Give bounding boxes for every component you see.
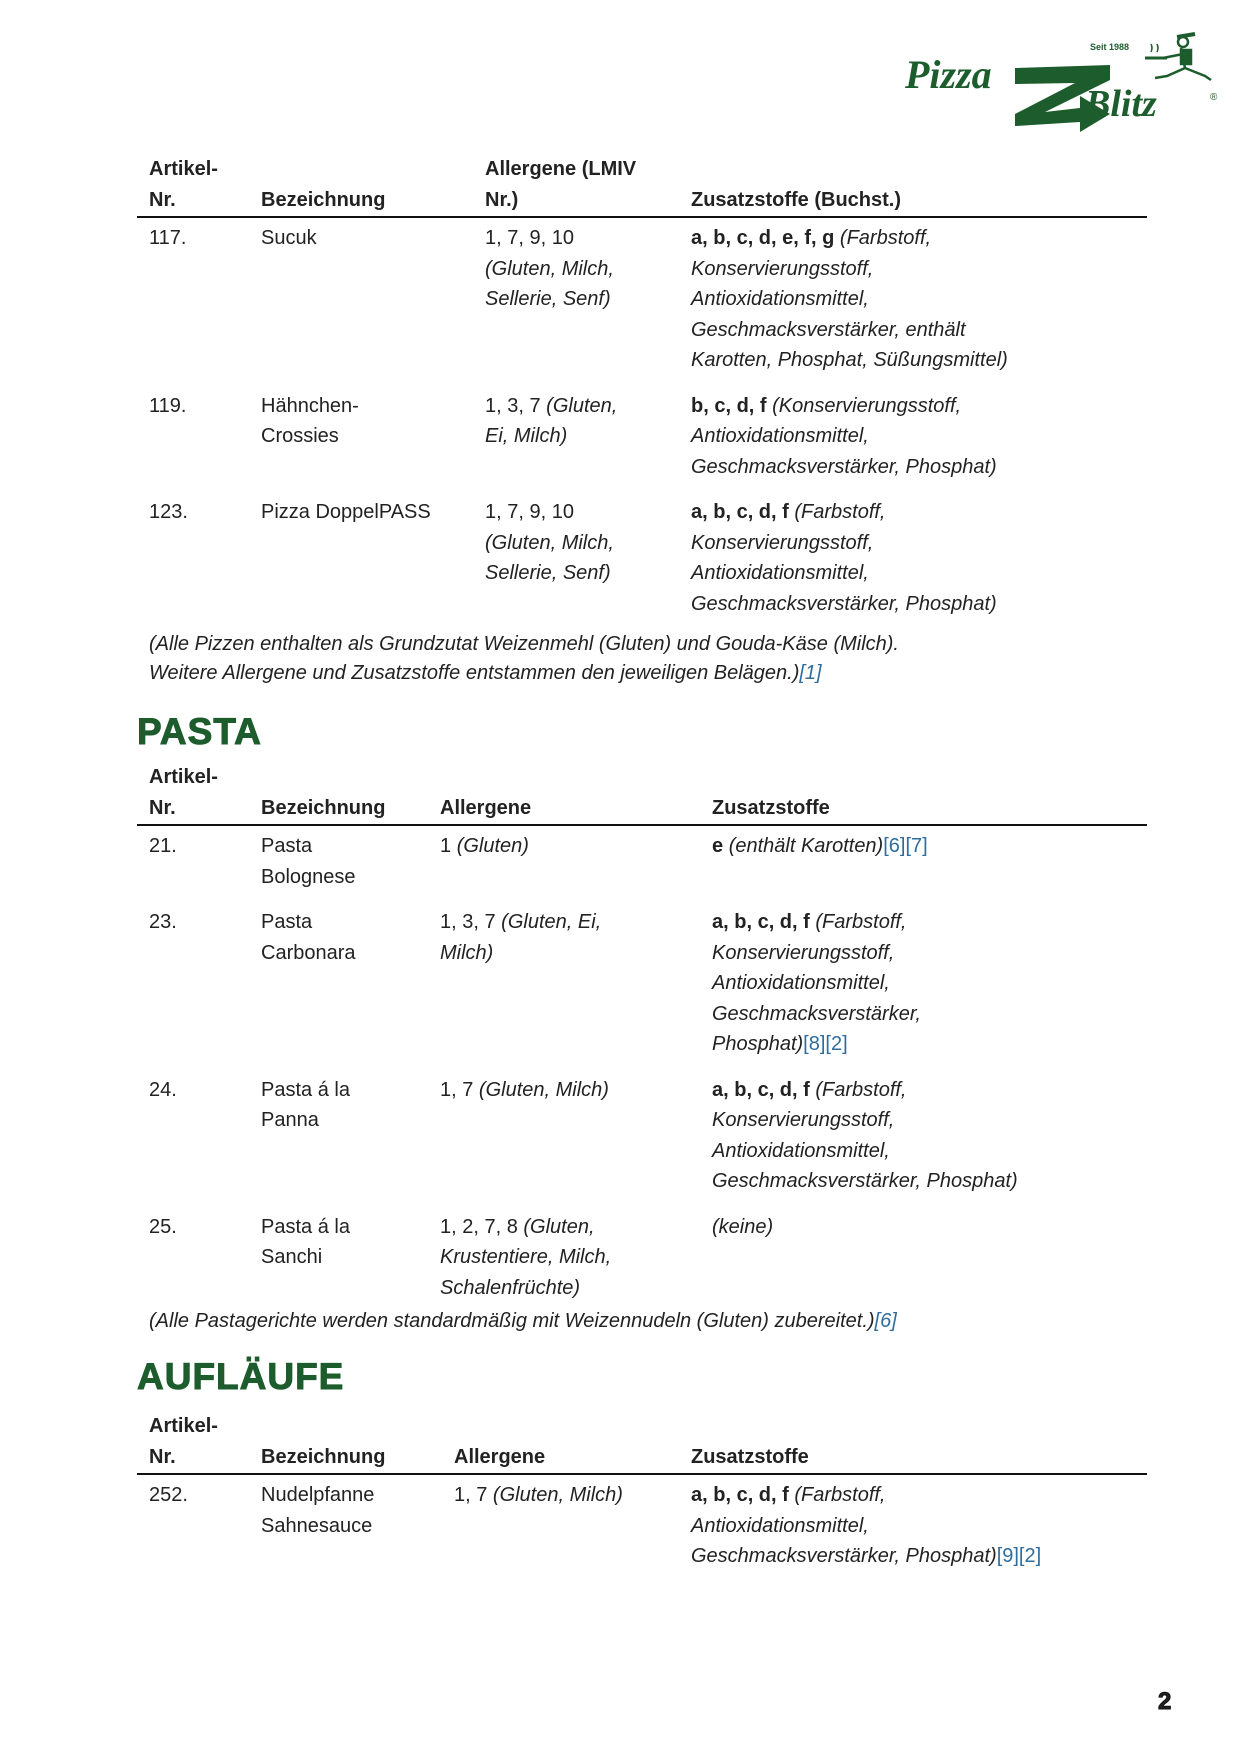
logo-text-blitz: Blitz — [1085, 83, 1157, 125]
text-segment: 1, 7, 9, 10 — [485, 501, 574, 523]
header-line: Bezeichnung — [261, 1445, 386, 1468]
text-segment: (Gluten, — [523, 1215, 595, 1238]
cell-line — [485, 558, 691, 589]
name-line: Pizza DoppelPASS — [261, 501, 431, 523]
text-segment: (enthält Karotten) — [728, 835, 884, 857]
column-header — [149, 154, 261, 215]
cell-line — [691, 284, 1147, 315]
logo-text-pizza: Pizza — [905, 52, 992, 97]
text-segment: Geschmacksverstärker, Phosphat) — [712, 1170, 1018, 1192]
reference-link[interactable]: [6][7] — [883, 835, 928, 857]
text-segment: Konservierungsstoff, — [712, 941, 895, 964]
text-segment: Antioxidationsmittel, — [691, 288, 869, 310]
pizza-blitz-logo — [905, 28, 1225, 148]
cell-line — [691, 497, 1147, 528]
cell-line — [440, 907, 712, 938]
auflaeufe-allergen-table — [137, 1411, 1147, 1582]
article-number: 119. — [149, 394, 187, 417]
item-name — [261, 1480, 454, 1572]
pizza-note — [149, 630, 899, 688]
name-line: Carbonara — [261, 941, 356, 964]
reference-link[interactable]: [8][2] — [803, 1033, 848, 1055]
table-row — [137, 492, 1147, 629]
item-name — [261, 497, 485, 619]
item-name — [261, 391, 485, 483]
column-header — [261, 185, 485, 216]
additives-cell — [691, 223, 1147, 376]
cell-line — [691, 528, 1147, 559]
text-segment: Konservierungsstoff, — [691, 257, 874, 280]
article-number: 117. — [149, 227, 187, 249]
text-segment: (Gluten, — [546, 394, 618, 417]
cell-line — [485, 528, 691, 559]
spacer — [137, 831, 149, 892]
text-segment: Geschmacksverstärker, enthält — [691, 318, 966, 341]
header-line: Artikel- — [149, 1415, 218, 1437]
text-segment: Antioxidationsmittel, — [691, 1514, 869, 1537]
pizza-allergen-table — [137, 154, 1147, 629]
name-line: Sahnesauce — [261, 1514, 373, 1537]
text-segment: (Gluten, Milch) — [478, 1078, 609, 1101]
cell-line — [691, 452, 1147, 483]
spacer — [137, 1480, 149, 1572]
name-line: Pasta — [261, 911, 313, 933]
text-segment: Konservierungsstoff, — [712, 1109, 895, 1131]
cell-line — [691, 345, 1147, 376]
header-line: Allergene — [440, 796, 532, 819]
allergens-cell — [454, 1480, 691, 1572]
allergens-cell — [440, 1212, 712, 1304]
text-segment: Karotten, Phosphat, Süßungsmittel) — [691, 349, 1008, 371]
name-line: Sucuk — [261, 227, 317, 249]
reference-link[interactable]: [6] — [874, 1310, 897, 1332]
text-segment: Geschmacksverstärker, — [712, 1002, 921, 1025]
cell-line — [691, 223, 1147, 254]
table-row — [137, 902, 1147, 1070]
cell-line — [691, 254, 1147, 285]
spacer — [137, 1075, 149, 1197]
spacer — [137, 497, 149, 619]
text-segment: 1 — [440, 835, 457, 857]
cell-line — [440, 1075, 712, 1106]
text-segment: Antioxidationsmittel, — [712, 972, 890, 994]
item-name — [261, 1212, 440, 1304]
cell-line — [149, 1307, 897, 1336]
header-line: Nr. — [149, 188, 176, 211]
spacer — [137, 223, 149, 376]
text-segment: (Gluten, Milch, — [485, 531, 614, 554]
header-line: Nr. — [149, 1445, 176, 1468]
text-segment: (Farbstoff, — [794, 501, 886, 523]
article-number: 23. — [149, 911, 177, 933]
cell-line — [149, 659, 899, 688]
column-header — [485, 154, 691, 215]
table-row — [137, 218, 1147, 386]
text-segment: (Farbstoff, — [815, 911, 907, 933]
text-segment: b, c, d, f — [691, 394, 773, 417]
column-header — [261, 1442, 454, 1473]
allergens-cell — [440, 1075, 712, 1197]
cell-line — [485, 284, 691, 315]
name-line: Panna — [261, 1109, 319, 1131]
text-segment: Geschmacksverstärker, Phosphat) — [691, 1545, 997, 1567]
item-name — [261, 907, 440, 1060]
section-heading-auflaeufe: AUFLÄUFE — [137, 1356, 345, 1397]
additives-cell — [691, 1480, 1147, 1572]
text-segment: Geschmacksverstärker, Phosphat) — [691, 592, 997, 615]
column-header — [149, 762, 261, 823]
spacer — [137, 1212, 149, 1304]
cell-line — [691, 1541, 1147, 1572]
header-line: Allergene (LMIV — [485, 158, 637, 180]
text-segment: e — [712, 835, 729, 857]
text-segment: a, b, c, d, f — [691, 1484, 795, 1506]
text-segment: a, b, c, d, f — [712, 911, 816, 933]
article-number: 24. — [149, 1078, 177, 1101]
text-segment: Ei, Milch) — [485, 425, 568, 447]
pasta-note — [149, 1307, 897, 1336]
allergens-cell — [485, 391, 691, 483]
cell-line — [485, 223, 691, 254]
item-name — [261, 831, 440, 892]
additives-cell — [691, 497, 1147, 619]
page-number: 2 — [1158, 1688, 1172, 1715]
header-line: Artikel- — [149, 766, 218, 788]
cell-line — [712, 1075, 1147, 1106]
header-line: Allergene — [454, 1445, 546, 1468]
cell-line — [440, 938, 712, 969]
cell-line — [712, 1166, 1147, 1197]
cell-line — [691, 391, 1147, 422]
header-line: Zusatzstoffe — [691, 1445, 809, 1468]
text-segment: 1, 3, 7 — [440, 911, 502, 933]
text-segment: 1, 3, 7 — [485, 394, 547, 417]
cell-line — [691, 558, 1147, 589]
text-segment: (Alle Pastagerichte werden standardmäßig mit Weizennudeln (Gluten) zubereitet.) — [149, 1310, 875, 1332]
name-line: Sanchi — [261, 1246, 323, 1268]
allergens-cell — [485, 223, 691, 376]
cell-line — [485, 391, 691, 422]
text-segment: (Farbstoff, — [839, 227, 932, 249]
cell-line — [440, 1212, 712, 1243]
cell-line — [691, 315, 1147, 346]
cell-line — [712, 938, 1147, 969]
text-segment: (keine) — [712, 1215, 774, 1238]
text-segment: 1, 2, 7, 8 — [440, 1215, 524, 1238]
cell-line — [712, 1212, 1147, 1243]
text-segment: 1, 7 — [454, 1484, 493, 1506]
text-segment: (Gluten) — [456, 835, 529, 857]
column-header — [454, 1442, 691, 1473]
text-segment: a, b, c, d, f — [691, 501, 795, 523]
cell-line — [712, 907, 1147, 938]
name-line: Hähnchen- — [261, 394, 359, 417]
text-segment: Phosphat) — [712, 1033, 804, 1055]
text-segment: Weitere Allergene und Zusatzstoffe entstammen den jeweiligen Belägen.) — [149, 662, 800, 684]
logo-since: Seit 1988 — [1090, 42, 1130, 52]
text-segment: Konservierungsstoff, — [691, 531, 874, 554]
text-segment: (Farbstoff, — [794, 1484, 886, 1506]
cell-line — [712, 1029, 1147, 1060]
additives-cell — [691, 391, 1147, 483]
cell-line — [440, 1273, 712, 1304]
name-line: Pasta á la — [261, 1078, 350, 1101]
item-name — [261, 1075, 440, 1197]
cell-line — [454, 1480, 691, 1511]
table-row — [137, 1475, 1147, 1582]
table-row — [137, 386, 1147, 493]
column-header — [440, 793, 712, 824]
column-header — [712, 793, 1147, 824]
cell-line — [691, 421, 1147, 452]
text-segment: Milch) — [440, 941, 494, 964]
section-heading-pasta: PASTA — [137, 711, 262, 752]
cell-line — [691, 589, 1147, 620]
cell-line — [149, 630, 899, 659]
text-segment: (Gluten, Milch, — [485, 257, 614, 280]
cell-line — [691, 1511, 1147, 1542]
text-segment: (Konservierungsstoff, — [772, 394, 962, 417]
column-header — [149, 1411, 261, 1472]
text-segment: 1, 7, 9, 10 — [485, 227, 574, 249]
allergens-cell — [440, 831, 712, 892]
article-number: 25. — [149, 1215, 177, 1238]
cell-line — [712, 1136, 1147, 1167]
table-row — [137, 1070, 1147, 1207]
spacer — [137, 907, 149, 1060]
header-line: Zusatzstoffe (Buchst.) — [691, 188, 901, 211]
article-number: 21. — [149, 835, 177, 857]
cell-line — [712, 1105, 1147, 1136]
allergens-cell — [485, 497, 691, 619]
header-line: Nr. — [149, 796, 176, 819]
text-segment: 1, 7 — [440, 1078, 479, 1101]
additives-cell — [712, 907, 1147, 1060]
table-header — [137, 1411, 1147, 1475]
table-row — [137, 1207, 1147, 1314]
text-segment: Sellerie, Senf) — [485, 288, 611, 310]
text-segment: Geschmacksverstärker, Phosphat) — [691, 455, 997, 478]
name-line: Bolognese — [261, 865, 356, 888]
name-line: Nudelpfanne — [261, 1484, 375, 1506]
text-segment: (Alle Pizzen enthalten als Grundzutat Weizenmehl (Gluten) und Gouda-Käse (Milch). — [149, 633, 899, 655]
table-header — [137, 154, 1147, 218]
name-line: Crossies — [261, 425, 339, 447]
allergens-cell — [440, 907, 712, 1060]
additives-cell — [712, 831, 1147, 892]
cell-line — [712, 968, 1147, 999]
additives-cell — [712, 1212, 1147, 1304]
cell-line — [712, 831, 1147, 862]
header-line: Nr.) — [485, 188, 519, 211]
text-segment: a, b, c, d, f — [712, 1078, 816, 1101]
spacer — [137, 391, 149, 483]
header-line: Bezeichnung — [261, 188, 386, 211]
article-number: 252. — [149, 1484, 188, 1506]
cell-line — [485, 254, 691, 285]
text-segment: Antioxidationsmittel, — [712, 1139, 890, 1162]
text-segment: (Gluten, Milch) — [492, 1484, 623, 1506]
table-row — [137, 826, 1147, 902]
cell-line — [485, 497, 691, 528]
cell-line — [485, 421, 691, 452]
name-line: Pasta á la — [261, 1215, 350, 1238]
running-courier-icon — [1145, 34, 1211, 80]
additives-cell — [712, 1075, 1147, 1197]
text-segment: (Farbstoff, — [815, 1078, 907, 1101]
text-segment: Krustentiere, Milch, — [440, 1246, 612, 1268]
name-line: Pasta — [261, 835, 313, 857]
header-line: Artikel- — [149, 158, 218, 180]
text-segment: Antioxidationsmittel, — [691, 562, 869, 584]
text-segment: (Gluten, Ei, — [501, 911, 602, 933]
article-number: 123. — [149, 501, 188, 523]
cell-line — [440, 831, 712, 862]
table-header — [137, 762, 1147, 826]
column-header — [261, 793, 440, 824]
cell-line — [712, 999, 1147, 1030]
text-segment: Antioxidationsmittel, — [691, 425, 869, 447]
column-header — [691, 185, 1147, 216]
text-segment: Schalenfrüchte) — [440, 1276, 581, 1299]
registered-mark: ® — [1210, 92, 1218, 103]
header-line: Zusatzstoffe — [712, 796, 830, 819]
item-name — [261, 223, 485, 376]
header-line: Bezeichnung — [261, 796, 386, 819]
pasta-allergen-table — [137, 762, 1147, 1313]
text-segment: a, b, c, d, e, f, g — [691, 227, 840, 249]
text-segment: Sellerie, Senf) — [485, 562, 611, 584]
cell-line — [440, 1242, 712, 1273]
reference-link[interactable]: [9][2] — [996, 1545, 1042, 1567]
column-header — [691, 1442, 1147, 1473]
reference-link[interactable]: [1] — [799, 662, 822, 684]
cell-line — [691, 1480, 1147, 1511]
